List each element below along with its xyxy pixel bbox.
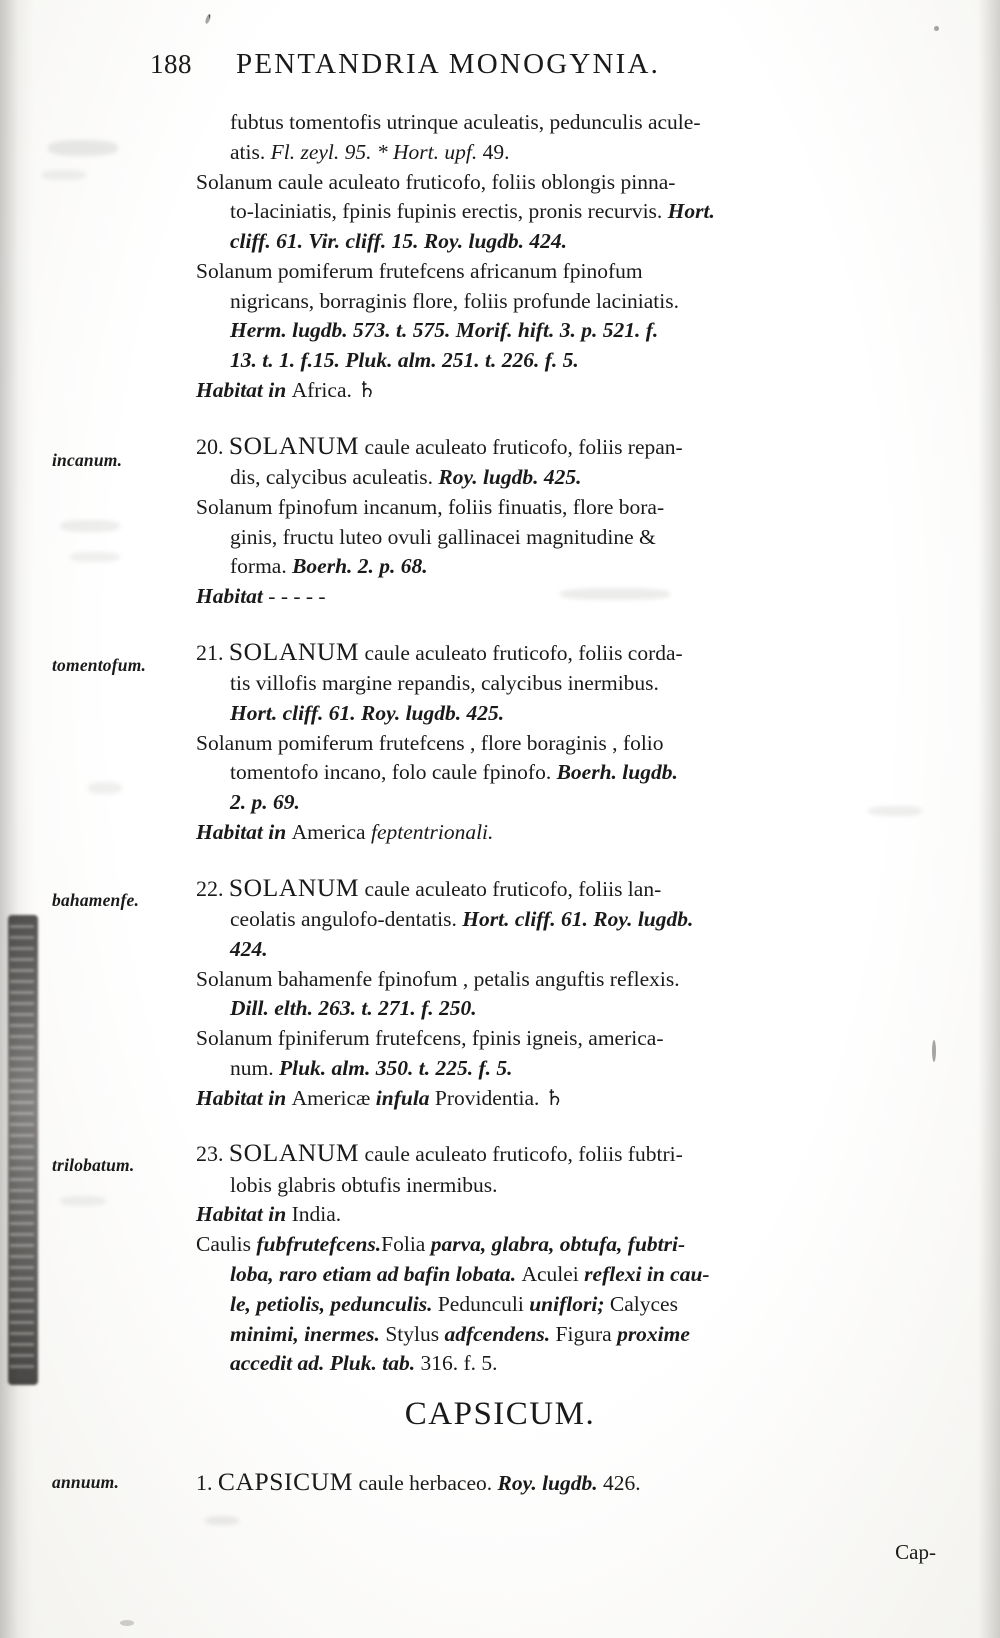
description-line <box>196 1260 936 1290</box>
text-roman: to-laciniatis, fpinis fupinis erectis, pronis recurvis. <box>230 199 668 224</box>
diagnosis-line <box>196 138 936 168</box>
synonym-line: Solanum bahamenfe fpinofum , petalis anguftis reflexis. <box>196 966 680 991</box>
text-italic: reflexi in cau- <box>584 1261 710 1286</box>
reference-citation: Boerh. 2. p. 68. <box>292 554 428 579</box>
reference-citation: Boerh. lugdb. <box>556 760 678 785</box>
text-roman: ceolatis angulofo-dentatis. <box>230 907 463 932</box>
text-roman: tomentofo incano, folo caule fpinofo. <box>230 760 557 785</box>
diagnosis-text: caule aculeato fruticofo, foliis corda- <box>359 640 683 665</box>
species-name: SOLANUM <box>228 872 360 902</box>
reference-citation: 424. <box>230 936 268 961</box>
reference-citation: 2. p. 69. <box>230 790 300 815</box>
synonym-line <box>196 1054 936 1084</box>
synonym-line <box>196 758 936 788</box>
habitat-qualifier: feptentrionali. <box>370 819 494 844</box>
reference-citation: cliff. 61. Vir. cliff. 15. Roy. lugdb. 424. <box>230 229 568 254</box>
species-heading <box>196 428 936 463</box>
text-column <box>196 108 936 1379</box>
margin-name-tomentosum: tomentofum. <box>52 655 147 675</box>
habitat-place: America <box>291 819 371 844</box>
synonym-line <box>196 197 936 227</box>
synonym-line: Solanum caule aculeato fruticofo, foliis oblongis pinna- <box>196 169 676 194</box>
species-number: 22. <box>196 875 224 901</box>
spacer <box>196 1113 936 1135</box>
reference-citation: 13. t. 1. f.15. Pluk. alm. 251. t. 226. f. 5. <box>230 348 579 373</box>
diagnosis-line: tis villofis margine repandis, calycibus inermibus. <box>230 671 659 696</box>
text-italic: uniflori; <box>529 1291 610 1316</box>
habitat-place: Providentia. ♄ <box>434 1085 565 1110</box>
reference-citation: Hort. cliff. 61. Roy. lugdb. 425. <box>230 700 505 725</box>
diagnosis-line: fubtus tomentofis utrinque aculeatis, pedunculis acule- <box>230 110 701 134</box>
genus-heading: CAPSICUM. <box>404 1396 596 1432</box>
species-name: SOLANUM <box>228 636 360 666</box>
entry-solanum-19-continued <box>196 108 936 406</box>
text-roman: num. <box>230 1055 279 1080</box>
entry-solanum-20 <box>196 428 936 612</box>
habitat-label: Habitat <box>196 584 263 609</box>
spacer <box>196 848 936 870</box>
text-italic: accedit ad. Pluk. tab. <box>230 1351 421 1376</box>
text-roman: Calyces <box>609 1291 678 1316</box>
page-number: 188 <box>150 49 192 79</box>
description-line <box>196 1320 936 1350</box>
diagnosis-line: lobis glabris obtufis inermibus. <box>230 1172 498 1197</box>
habitat-place: Americæ <box>291 1085 376 1110</box>
reference-citation: Roy. lugdb. <box>497 1471 604 1495</box>
species-heading <box>196 634 936 669</box>
text-roman: Aculei <box>521 1261 585 1286</box>
species-number: 20. <box>196 433 224 459</box>
page-header <box>150 48 850 81</box>
description-line <box>196 1290 936 1320</box>
diagnosis-text: caule aculeato fruticofo, foliis fubtri- <box>359 1142 683 1167</box>
species-heading <box>196 1135 936 1170</box>
species-heading <box>196 1464 936 1499</box>
top-stray-mark: ' <box>208 12 211 29</box>
synonym-line: nigricans, borraginis flore, foliis profunde laciniatis. <box>230 288 679 313</box>
habitat-label: Habitat in <box>196 377 292 402</box>
reference-citation: Roy. lugdb. 425. <box>438 464 582 489</box>
reference-citation: Herm. lugdb. 573. t. 575. Morif. hift. 3. p. 521. f. <box>230 318 659 343</box>
reference-citation: Dill. elth. 263. t. 271. f. 250. <box>230 996 477 1021</box>
synonym-line: Solanum pomiferum frutefcens , flore boraginis , folio <box>196 730 664 755</box>
text-roman: Caulis <box>196 1232 257 1257</box>
text-italic: fubfrutefcens. <box>256 1232 382 1257</box>
habitat-label: Habitat in <box>196 1085 292 1110</box>
entry-solanum-21 <box>196 634 936 848</box>
habitat-line <box>196 376 936 406</box>
habitat-label: Habitat in <box>196 819 292 844</box>
spacer <box>196 612 936 634</box>
habitat-label: Habitat in <box>196 1202 292 1227</box>
text-italic: adfcendens. <box>444 1321 556 1346</box>
text-roman: Pedunculi <box>437 1291 530 1316</box>
species-name: SOLANUM <box>228 430 360 460</box>
reference-citation: Hort. <box>667 199 715 224</box>
text-roman: Figura <box>555 1321 618 1346</box>
catchword: Cap- <box>895 1540 936 1564</box>
text-roman: dis, calycibus aculeatis. <box>230 464 439 489</box>
synonym-line: Solanum pomiferum frutefcens africanum fpinofum <box>196 258 643 283</box>
description-line <box>196 1230 936 1260</box>
text-roman: forma. <box>230 554 293 579</box>
habitat-line <box>196 1084 936 1114</box>
entry-solanum-23 <box>196 1135 936 1379</box>
text-roman: atis. <box>230 139 271 164</box>
species-name: CAPSICUM <box>217 1467 354 1496</box>
habitat-qualifier: infula <box>375 1085 435 1110</box>
synonym-line: Solanum fpinofum incanum, foliis finuatis, flore bora- <box>196 494 665 519</box>
species-name: SOLANUM <box>228 1138 360 1168</box>
species-number: 23. <box>196 1141 224 1167</box>
habitat-place: India. <box>291 1202 342 1227</box>
description-line <box>196 1349 936 1379</box>
reference-citation: Pluk. alm. 350. t. 225. f. 5. <box>278 1055 513 1080</box>
habitat-line <box>196 582 936 612</box>
diagnosis-text: caule herbaceo. <box>353 1471 498 1495</box>
habitat-line <box>196 1200 936 1230</box>
text-italic: proxime <box>617 1321 690 1346</box>
habitat-place: - - - - - <box>262 584 326 609</box>
habitat-line <box>196 818 936 848</box>
text-italic: parva, glabra, obtufa, fubtri- <box>430 1232 686 1257</box>
margin-name-trilobatum: trilobatum. <box>52 1155 135 1175</box>
text-roman: Folia <box>381 1232 431 1257</box>
margin-name-bahamense: bahamenfe. <box>52 890 140 910</box>
margin-name-annuum: annuum. <box>52 1472 120 1492</box>
diagnosis-line <box>196 463 936 493</box>
entry-solanum-22 <box>196 870 936 1114</box>
text-column-lower <box>196 1464 936 1499</box>
text-roman: 49. <box>482 139 510 164</box>
species-number: 21. <box>196 639 224 665</box>
synonym-line: ginis, fructu luteo ovuli gallinacei magnitudine & <box>230 524 656 549</box>
synonym-line: Solanum fpiniferum frutefcens, fpinis igneis, america- <box>196 1026 664 1051</box>
running-title: PENTANDRIA MONOGYNIA. <box>236 48 661 80</box>
habitat-place: Africa. ♄ <box>291 377 377 402</box>
text-roman: 426. <box>603 1471 641 1495</box>
diagnosis-line <box>196 905 936 935</box>
text-roman: Stylus <box>385 1321 445 1346</box>
diagnosis-text: caule aculeato fruticofo, foliis repan- <box>359 434 683 459</box>
text-italic: minimi, inermes. <box>230 1321 386 1346</box>
reference-citation: Hort. cliff. 61. Roy. lugdb. <box>462 907 694 932</box>
species-heading <box>196 870 936 905</box>
text-italic: le, petiolis, pedunculis. <box>230 1291 438 1316</box>
synonym-line <box>196 552 936 582</box>
reference-citation: Fl. zeyl. 95. * Hort. upf. <box>270 139 483 164</box>
text-italic: loba, raro etiam ad bafin lobata. <box>230 1261 522 1286</box>
diagnosis-text: caule aculeato fruticofo, foliis lan- <box>359 876 662 901</box>
margin-name-incanum: incanum. <box>52 450 123 470</box>
species-number: 1. <box>196 1470 213 1495</box>
spacer <box>196 406 936 428</box>
text-roman: 316. f. 5. <box>420 1351 498 1376</box>
